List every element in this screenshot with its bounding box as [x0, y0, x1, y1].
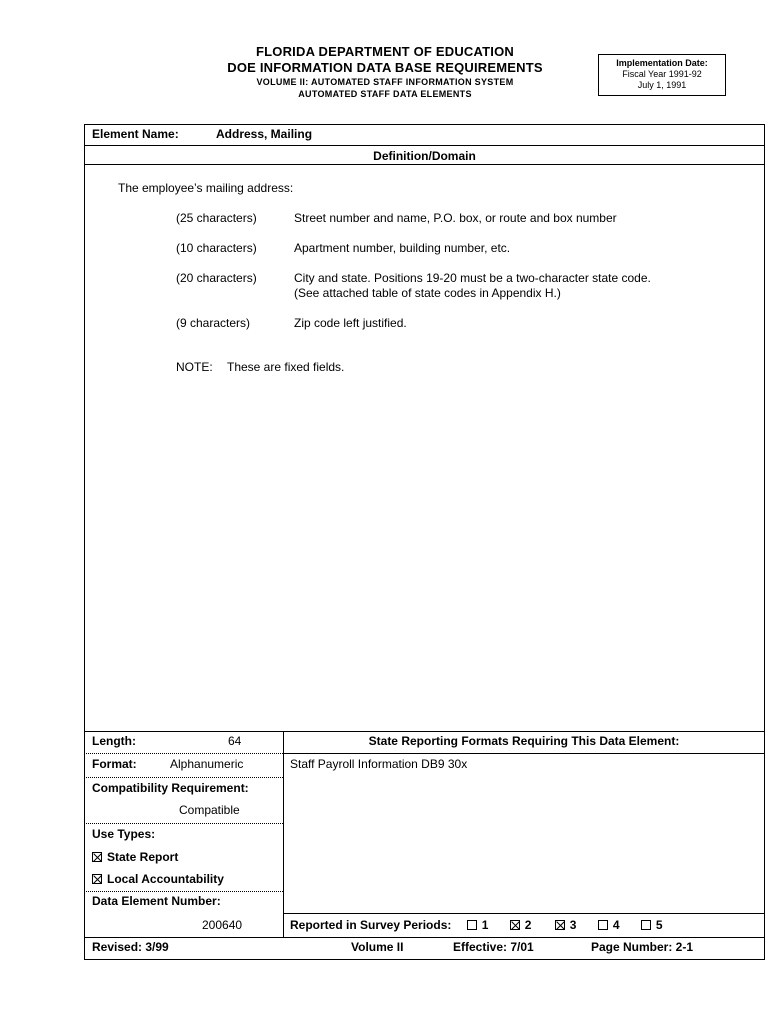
divider [84, 164, 765, 165]
divider [84, 937, 765, 938]
volume-label: Volume II [351, 940, 404, 954]
use-type-state-report [92, 850, 178, 864]
field-description: Street number and name, P.O. box, or route and box number [294, 211, 617, 225]
length-label: Length: [92, 734, 136, 748]
divider [283, 753, 765, 754]
field-description: Zip code left justified. [294, 316, 407, 330]
header-line-2: DOE INFORMATION DATA BASE REQUIREMENTS [227, 60, 543, 75]
element-name-value: Address, Mailing [216, 127, 313, 141]
reporting-format-item: Staff Payroll Information DB9 30x [290, 757, 468, 771]
survey-periods-row [290, 918, 663, 932]
revised-date: Revised: 3/99 [92, 940, 169, 954]
length-value: 64 [228, 734, 242, 748]
field-description: City and state. Positions 19-20 must be a two-character state code. [294, 271, 651, 285]
element-name-label: Element Name: [92, 127, 179, 141]
period-number: 3 [569, 918, 577, 932]
survey-period-3 [555, 918, 577, 932]
dotted-divider [84, 891, 283, 892]
period-number: 5 [655, 918, 663, 932]
definition-intro: The employee’s mailing address: [118, 181, 294, 195]
survey-period-2 [510, 918, 532, 932]
column-divider [283, 731, 284, 938]
period-number: 1 [481, 918, 489, 932]
field-description-continued: (See attached table of state codes in Appendix H.) [294, 286, 561, 300]
use-types-label: Use Types: [92, 827, 156, 841]
period-4-checkbox[interactable] [598, 920, 608, 930]
survey-period-1 [467, 918, 489, 932]
field-description: Apartment number, building number, etc. [294, 241, 511, 255]
use-type-label: Local Accountability [107, 872, 224, 886]
field-size: (10 characters) [176, 241, 257, 255]
field-size: (9 characters) [176, 316, 251, 330]
period-number: 4 [612, 918, 620, 932]
field-size: (20 characters) [176, 271, 257, 285]
state-report-checkbox[interactable] [92, 852, 102, 862]
survey-period-5 [641, 918, 663, 932]
divider [84, 731, 765, 732]
header-line-1: FLORIDA DEPARTMENT OF EDUCATION [256, 44, 514, 59]
state-reporting-formats-heading: State Reporting Formats Requiring This Data Element: [368, 734, 680, 748]
survey-periods-label: Reported in Survey Periods: [290, 918, 452, 932]
data-element-number-label: Data Element Number: [92, 894, 221, 908]
dotted-divider [84, 753, 283, 754]
period-3-checkbox[interactable] [555, 920, 565, 930]
effective-date: Effective: 7/01 [453, 940, 534, 954]
header-line-4: AUTOMATED STAFF DATA ELEMENTS [298, 89, 472, 99]
format-label: Format: [92, 757, 137, 771]
period-2-checkbox[interactable] [510, 920, 520, 930]
definition-heading: Definition/Domain [373, 149, 476, 163]
implementation-title: Implementation Date: [616, 58, 708, 68]
survey-period-4 [598, 918, 620, 932]
period-number: 2 [524, 918, 532, 932]
document-header [160, 44, 610, 100]
implementation-fiscal-year: Fiscal Year 1991-92 [622, 69, 702, 79]
format-value: Alphanumeric [170, 757, 244, 771]
header-line-3: VOLUME II: AUTOMATED STAFF INFORMATION SYSTEM [256, 77, 514, 87]
local-accountability-checkbox[interactable] [92, 874, 102, 884]
use-type-label: State Report [107, 850, 179, 864]
compatibility-label: Compatibility Requirement: [92, 781, 249, 795]
note-label: NOTE: [176, 360, 213, 374]
data-element-number-value: 200640 [202, 918, 243, 932]
period-1-checkbox[interactable] [467, 920, 477, 930]
dotted-divider [84, 823, 283, 824]
period-5-checkbox[interactable] [641, 920, 651, 930]
note-text: These are fixed fields. [227, 360, 345, 374]
compatibility-value: Compatible [179, 803, 240, 817]
dotted-divider [84, 777, 283, 778]
field-size: (25 characters) [176, 211, 257, 225]
use-type-local-accountability [92, 872, 224, 886]
implementation-date-box [598, 54, 726, 96]
divider [84, 145, 765, 146]
divider [283, 913, 765, 914]
implementation-date: July 1, 1991 [637, 80, 687, 90]
page-number: Page Number: 2-1 [591, 940, 694, 954]
